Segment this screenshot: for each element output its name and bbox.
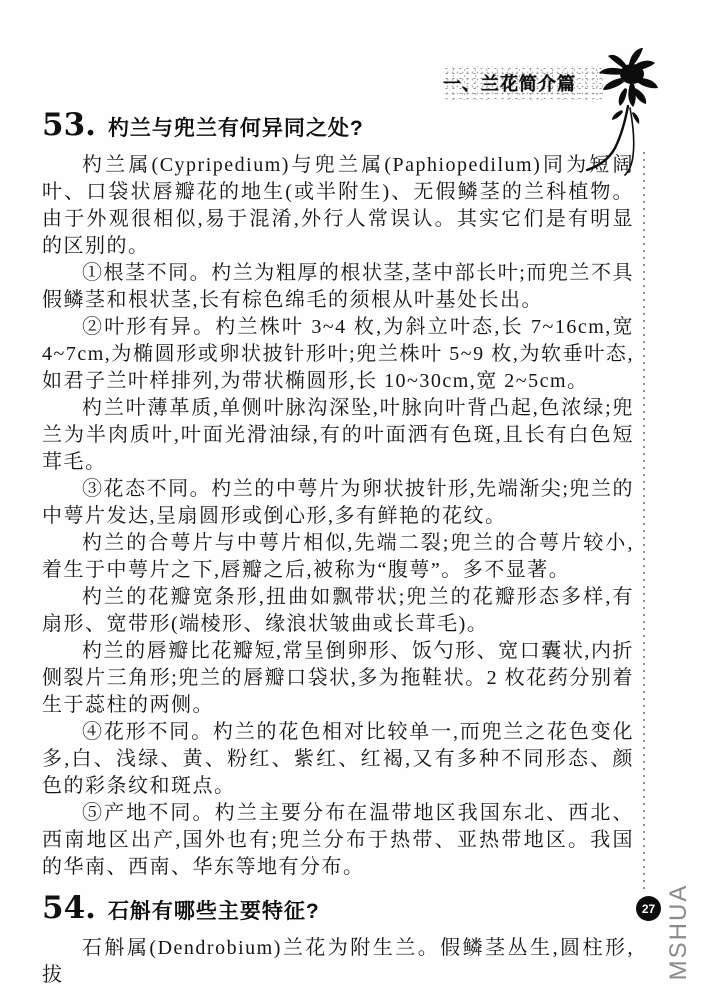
section-number: 54. (42, 890, 96, 926)
body-paragraph: 杓兰的唇瓣比花瓣短,常呈倒卵形、饭勺形、宽口囊状,内折侧裂片三角形;兜兰的唇瓣口袋状,多为拖鞋状。2 枚花药分别着生于蕊柱的两侧。 (42, 640, 634, 716)
body-paragraph: ⑤产地不同。杓兰主要分布在温带地区我国东北、西北、西南地区出产,国外也有;兜兰分布于热带、亚热带地区。我国的华南、西南、华东等地有分布。 (42, 802, 634, 878)
watermark: MSHUA (665, 883, 692, 981)
body-paragraph: 杓兰属(Cypripedium)与兜兰属(Paphiopedilum)同为短阔叶、口袋状唇瓣花的地生(或半附生)、无假鳞茎的兰科植物。由于外观很相似,易于混淆,外行人常误认。其实它们是有明显的区别的。 (42, 154, 634, 257)
body-paragraph: ②叶形有异。杓兰株叶 3~4 枚,为斜立叶态,长 7~16cm,宽 4~7cm,为椭圆形或卵状披针形叶;兜兰株叶 5~9 枚,为软垂叶态,如君子兰叶样排列,为带状椭圆形,长 10~30cm,宽 2~5cm。 (42, 316, 634, 392)
section-number: 53. (42, 107, 96, 143)
body-paragraph: 杓兰叶薄革质,单侧叶脉沟深坠,叶脉向叶背凸起,色浓绿;兜兰为半肉质叶,叶面光滑油绿,有的叶面洒有色斑,且长有白色短茸毛。 (42, 397, 634, 473)
body-paragraph: ③花态不同。杓兰的中萼片为卵状披针形,先端渐尖;兜兰的中萼片发达,呈扇圆形或倒心形,多有鲜艳的花纹。 (42, 478, 634, 527)
page-content (42, 107, 634, 989)
section-54-heading (42, 890, 634, 926)
section-53-body (42, 152, 634, 881)
dotted-rule (643, 152, 645, 890)
body-paragraph: 石斛属(Dendrobium)兰花为附生兰。假鳞茎丛生,圆柱形,拔 (42, 937, 634, 986)
page-number-badge (636, 896, 661, 921)
section-title: 杓兰与兜兰有何异同之处? (107, 117, 364, 140)
page-number: 27 (641, 901, 656, 916)
body-paragraph: 杓兰的合萼片与中萼片相似,先端二裂;兜兰的合萼片较小,着生于中萼片之下,唇瓣之后,被称为“腹萼”。多不显著。 (42, 532, 634, 581)
body-paragraph: ④花形不同。杓兰的花色相对比较单一,而兜兰之花色变化多,白、浅绿、黄、粉红、紫红、红褐,又有多种不同形态、颜色的彩条纹和斑点。 (42, 721, 634, 797)
section-53-heading (42, 107, 634, 143)
section-54-body (42, 935, 634, 989)
body-paragraph: ①根茎不同。杓兰为粗厚的根状茎,茎中部长叶;而兜兰不具假鳞茎和根状茎,长有棕色绵毛的须根从叶基处长出。 (42, 262, 634, 311)
body-paragraph: 杓兰的花瓣宽条形,扭曲如飘带状;兜兰的花瓣形态多样,有扇形、宽带形(端棱形、缘浪状皱曲或长茸毛)。 (42, 586, 634, 635)
chapter-label: 一、兰花简介篇 (443, 74, 576, 94)
section-title: 石斛有哪些主要特征? (107, 900, 320, 923)
